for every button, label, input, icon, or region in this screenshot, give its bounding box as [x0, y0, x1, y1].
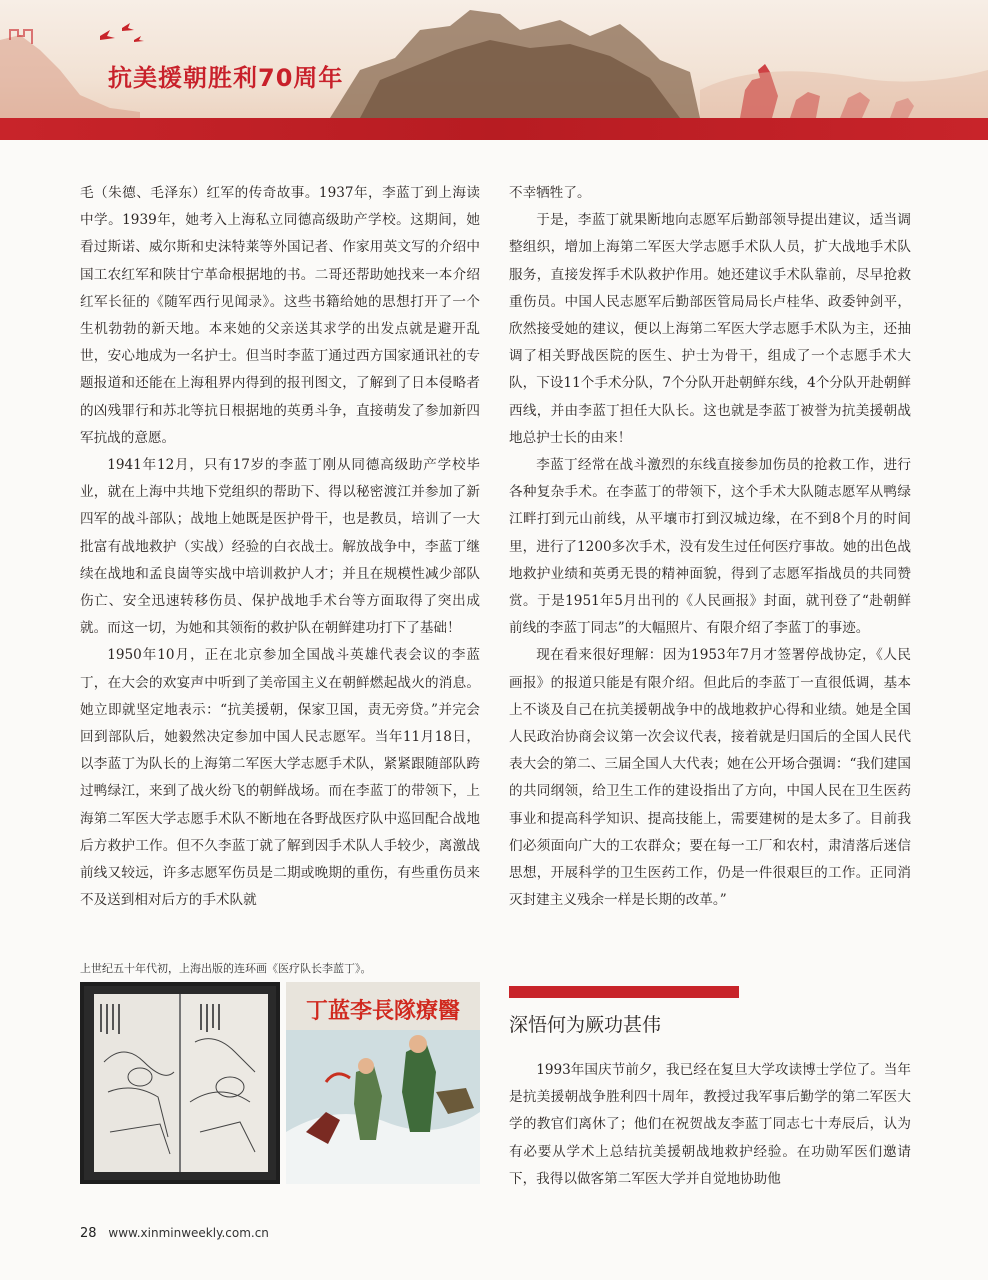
paragraph: 1950年10月，正在北京参加全国战斗英雄代表会议的李蓝丁，在大会的欢宴声中听到了美帝国主义在朝鲜燃起战火的消息。她立即就坚定地表示：“抗美援朝，保家卫国，责无旁贷。”并完会回到部队后，她毅然决定参加中国人民志愿军。当年11月18日，以李蓝丁为队长的上海第二军医大学志愿手术队，紧紧跟随部队跨过鸭绿江，来到了战火纷飞的朝鲜战场。而在李蓝丁的带领下，上海第二军医大学志愿手术队不断地在各野战医疗队中巡回配合战地后方救护工作。但不久李蓝丁就了解到因手术队人手较少，离激战前线又较远，许多志愿军伤员是二期或晚期的重伤，有些重伤员来不及送到相对后方的手术队就: [80, 647, 480, 909]
dove-icon: [134, 36, 144, 42]
paragraph: 1993年国庆节前夕，我已经在复旦大学攻读博士学位了。当年是抗美援朝战争胜利四十周年，教授过我军事后勤学的第二军医大学的教官们离休了；他们在祝贺战友李蓝丁同志七十寿辰后，认为有必要从学术上总结抗美援朝战地救护经验。在功勋军医们邀请下，我得以做客第二军医大学并自觉地协助他: [509, 1062, 911, 1187]
page-number: 28: [80, 1226, 97, 1241]
right-column: [509, 180, 911, 914]
comic-book-page-photo: [80, 982, 280, 1184]
page-footer: [80, 1226, 269, 1241]
banner-title: 抗美援朝胜利70周年: [108, 64, 344, 92]
paragraph: 李蓝丁经常在战斗激烈的东线直接参加伤员的抢救工作，进行各种复杂手术。在李蓝丁的带领下，这个手术大队随志愿军从鸭绿江畔打到元山前线，从平壤市打到汉城边缘，在不到8个月的时间里，进行了1200多次手术，没有发生过任何医疗事故。她的出色战地救护业绩和英勇无畏的精神面貌，得到了志愿军指战员的共同赞赏。于是1951年5月出刊的《人民画报》封面，就刊登了“赴朝鲜前线的李蓝丁同志”的大幅照片、有限介绍了李蓝丁的事迹。: [509, 457, 911, 637]
paragraph: 1941年12月，只有17岁的李蓝丁刚从同德高级助产学校毕业，就在上海中共地下党组织的帮助下、得以秘密渡江并参加了新四军的战斗部队；战地上她既是医护骨干，也是教员，培训了一大批富有战地救护（实战）经验的白衣战士。解放战争中，李蓝丁继续在战地和孟良崮等实战中培训救护人才；并且在规模性减少部队伤亡、安全迅速转移伤员、保护战地手术台等方面取得了突出成就。而这一切，为她和其领衔的救护队在朝鲜建功打下了基础！: [80, 457, 480, 637]
paragraph: 毛（朱德、毛泽东）红军的传奇故事。1937年，李蓝丁到上海读中学。1939年，她考入上海私立同德高级助产学校。这期间，她看过斯诺、威尔斯和史沫特莱等外国记者、作家用英文写的介绍中国工农红军和陕甘宁革命根据地的书。二哥还帮助她找来一本介绍红军长征的《随军西行见闻录》。这些书籍给她的思想打开了一个生机勃勃的新天地。本来她的父亲送其求学的出发点就是避开乱世，安心地成为一名护士。但当时李蓝丁通过西方国家通讯社的专题报道和还能在上海租界内得到的报刊图文，了解到了日本侵略者的凶残罪行和苏北等抗日根据地的英勇斗争，直接萌发了参加新四军抗战的意愿。: [80, 185, 480, 446]
comic-book-cover-photo: [286, 982, 480, 1184]
left-column: [80, 180, 480, 914]
website-url: www.xinminweekly.com.cn: [108, 1226, 269, 1240]
section-divider-bar: [509, 986, 739, 998]
section-heading: 深悟何为厥功甚伟: [509, 1014, 662, 1036]
figure-caption: 上世纪五十年代初，上海出版的连环画《医疗队长李蓝丁》。: [80, 962, 372, 975]
paragraph: 于是，李蓝丁就果断地向志愿军后勤部领导提出建议，适当调整组织，增加上海第二军医大学志愿手术队人员，扩大战地手术队服务，直接发挥手术队救护作用。她还建议手术队靠前，尽早抢救重伤员。中国人民志愿军后勤部医管局局长卢桂华、政委钟剑平，欣然接受她的建议，便以上海第二军医大学志愿手术队为主，还抽调了相关野战医院的医生、护士为骨干，组成了一个志愿手术大队，下设11个手术分队，7个分队开赴朝鲜东线，4个分队开赴朝鲜西线，并由李蓝丁担任大队长。这也就是李蓝丁被誉为抗美援朝战地总护士长的由来！: [509, 212, 911, 446]
comic-cover-title: 丁蓝李長隊療醫: [305, 999, 461, 1024]
header-banner: [0, 0, 988, 140]
paragraph: 现在看来很好理解：因为1953年7月才签署停战协定，《人民画报》的报道只能是有限介绍。但此后的李蓝丁一直很低调，基本上不谈及自己在抗美援朝战争中的战地救护心得和业绩。她是全国人民政治协商会议第一次会议代表，接着就是归国后的全国人民代表大会的第二、三届全国人大代表；她在公开场合强调：“我们建国的共同纲领，给卫生工作的建设指出了方向，中国人民在卫生医药事业和提高科学知识、提高技能上，需要建树的是太多了。目前我们必须面向广大的工农群众；要在每一工厂和农村，肃清落后迷信思想，开展科学的卫生医药工作，仍是一件很艰巨的工作。正同消灭封建主义残余一样是长期的改革。”: [509, 647, 911, 909]
dove-icon: [122, 23, 134, 31]
section-body: [509, 1057, 911, 1193]
paragraph: 不幸牺牲了。: [509, 185, 591, 201]
banner-red-band: [0, 118, 988, 140]
dove-icon: [100, 30, 115, 40]
